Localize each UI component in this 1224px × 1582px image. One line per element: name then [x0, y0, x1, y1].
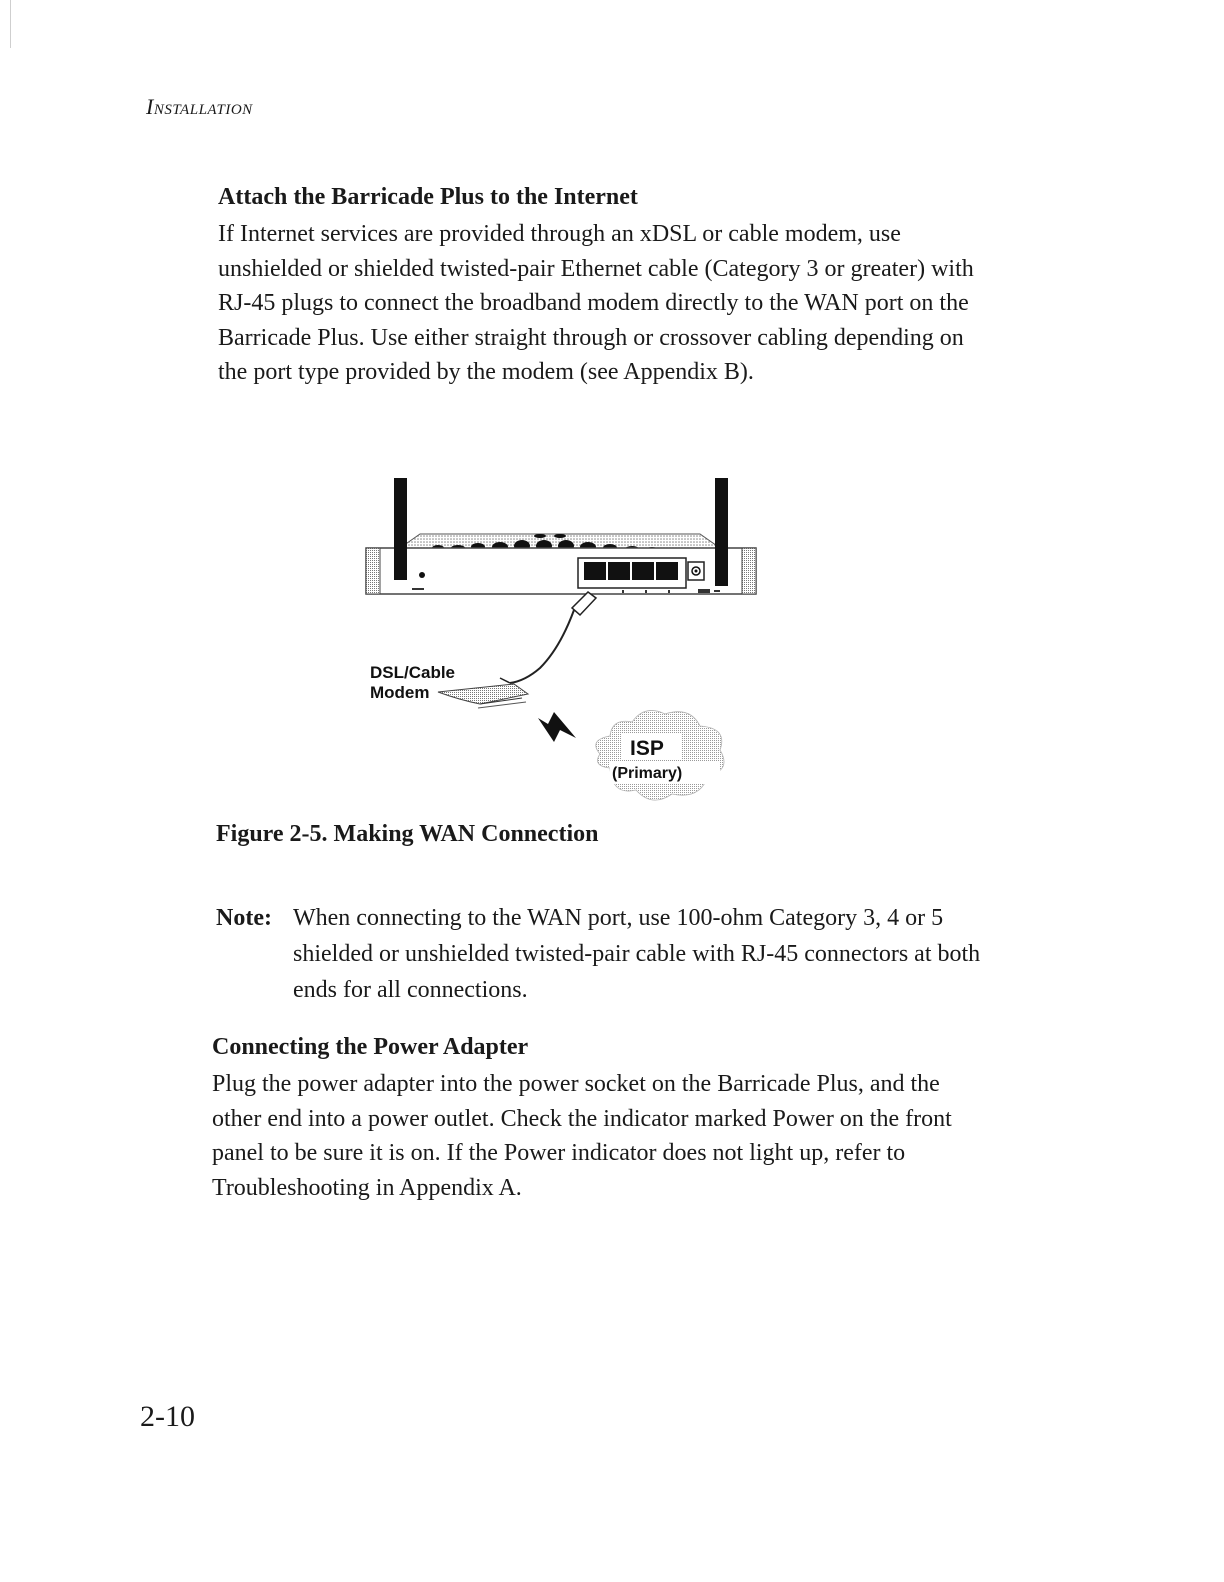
- modem-label-line2: Modem: [370, 683, 430, 702]
- modem-label-line1: DSL/Cable: [370, 663, 456, 682]
- section-body: Plug the power adapter into the power socket on the Barricade Plus, and the other end into a power outlet. Check the indicator marked Power on the front panel to be sure it is on. If the Power indicator does not light up, refer to Troubleshooting in Appendix A.: [212, 1071, 952, 1201]
- section-power-adapter: [212, 1034, 987, 1205]
- modem-icon: [438, 684, 528, 708]
- ethernet-cable: [500, 592, 596, 683]
- wireless-link-icon: [538, 712, 576, 742]
- isp-sublabel: (Primary): [612, 765, 683, 782]
- note-text: When connecting to the WAN port, use 100-ohm Category 3, 4 or 5 shielded or unshielded twisted-pair cable with RJ-45 connectors at both ends for all connections.: [293, 905, 981, 1003]
- section-attach-internet: [218, 184, 988, 390]
- section-heading: Attach the Barricade Plus to the Internet: [218, 184, 638, 210]
- scan-edge-mark: [10, 0, 11, 48]
- left-antenna: [394, 478, 407, 580]
- isp-label: ISP: [630, 737, 664, 760]
- running-head: Installation: [146, 94, 253, 119]
- right-antenna: [715, 478, 728, 586]
- page-number: 2-10: [140, 1400, 195, 1433]
- section-heading: Connecting the Power Adapter: [212, 1034, 529, 1060]
- section-body: If Internet services are provided through an xDSL or cable modem, use unshielded or shielded twisted-pair Ethernet cable (Category 3 or greater) with RJ-45 plugs to connect the broadband modem directly to the WAN port on the Barricade Plus. Use either straight through or crossover cabling depending on the port type provided by the modem (see Appendix B).: [218, 221, 974, 386]
- figure-caption: Figure 2-5. Making WAN Connection: [216, 821, 599, 847]
- router-back-panel: [366, 534, 756, 594]
- wan-connection-diagram: [360, 478, 780, 823]
- wan-connection-figure: [360, 478, 780, 823]
- note-label: Note:: [216, 905, 272, 931]
